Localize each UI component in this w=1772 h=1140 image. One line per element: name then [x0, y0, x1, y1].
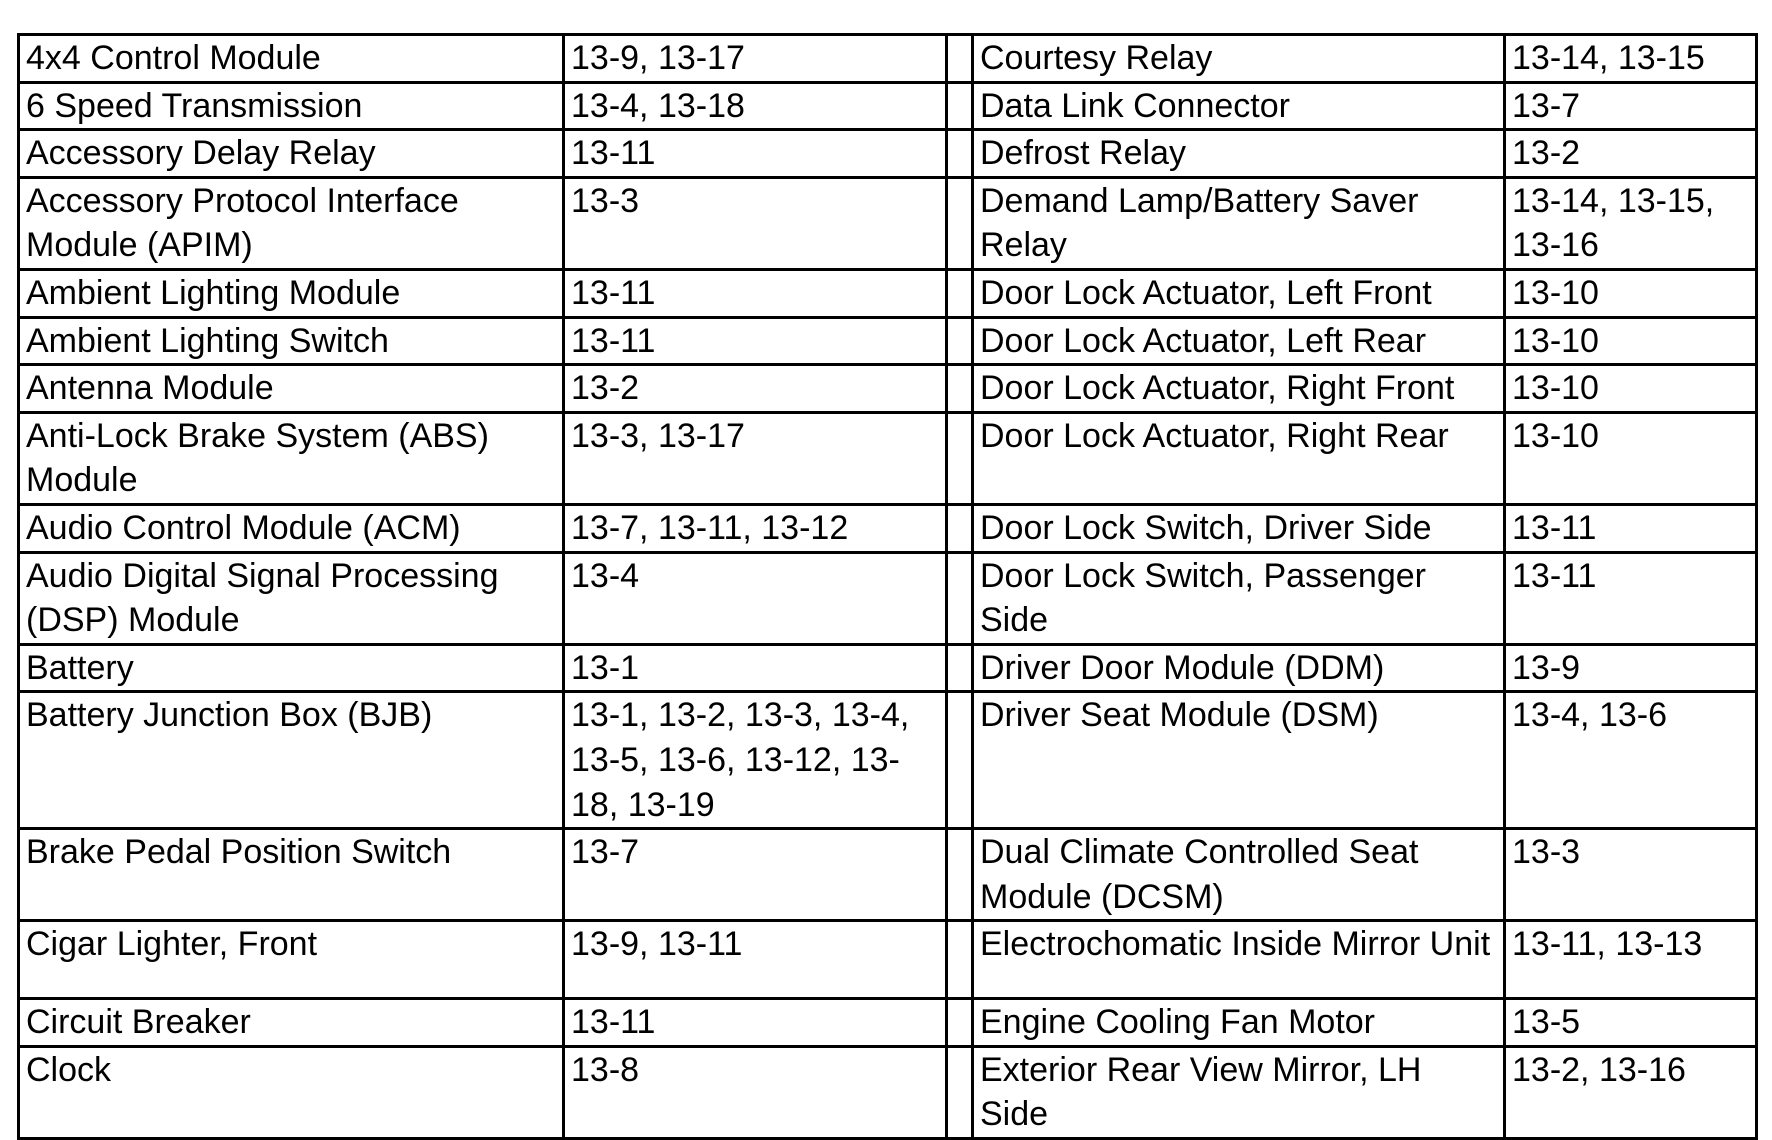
- column-gap: [947, 130, 973, 178]
- component-name-cell: [19, 269, 564, 317]
- component-name: Electrochomatic Inside Mirror Unit: [980, 925, 1491, 964]
- column-gap: [947, 412, 973, 504]
- component-name-cell: [973, 35, 1505, 83]
- page-refs-cell: [1505, 644, 1757, 692]
- page-refs-cell: [1505, 921, 1757, 999]
- table-row: [19, 82, 1757, 130]
- page-refs-cell: [1505, 829, 1757, 921]
- page-refs-cell: [564, 692, 947, 829]
- component-name-cell: [973, 412, 1505, 504]
- component-name-cell: [973, 504, 1505, 552]
- page-refs: 13-2: [1512, 134, 1581, 173]
- component-name: Door Lock Actuator, Left Front: [980, 273, 1432, 312]
- component-name: Brake Pedal Position Switch: [26, 833, 452, 872]
- page-refs: 13-5: [1512, 1003, 1581, 1042]
- component-name: Dual Climate Controlled Seat Module (DCSM): [980, 833, 1419, 916]
- page-refs: 13-3: [1512, 833, 1581, 872]
- column-gap: [947, 365, 973, 413]
- component-name-cell: [19, 692, 564, 829]
- page-refs: 13-10: [1512, 321, 1599, 360]
- component-name-cell: [973, 999, 1505, 1047]
- page-refs: 13-7: [571, 833, 640, 872]
- component-name: Accessory Protocol Interface Module (APIM): [26, 181, 459, 265]
- table-row: [19, 999, 1757, 1047]
- component-name-cell: [973, 692, 1505, 829]
- component-name-cell: [973, 317, 1505, 365]
- component-name-cell: [973, 1046, 1505, 1138]
- page-refs-cell: [1505, 82, 1757, 130]
- component-name-cell: [973, 921, 1505, 999]
- page-refs: 13-8: [571, 1050, 640, 1089]
- table-row: [19, 177, 1757, 269]
- page-refs: 13-14, 13-15: [1512, 39, 1705, 77]
- component-name: Door Lock Actuator, Left Rear: [980, 321, 1427, 360]
- component-name: Cigar Lighter, Front: [26, 925, 318, 964]
- page-refs: 13-4: [571, 556, 640, 595]
- component-name: Battery: [26, 648, 134, 687]
- column-gap: [947, 999, 973, 1047]
- table-row: [19, 921, 1757, 999]
- component-name: Data Link Connector: [980, 86, 1290, 125]
- component-name: Driver Door Module (DDM): [980, 648, 1385, 687]
- column-gap: [947, 552, 973, 644]
- component-name-cell: [973, 552, 1505, 644]
- component-name: Clock: [26, 1050, 112, 1089]
- component-name-cell: [973, 365, 1505, 413]
- page-refs: 13-9, 13-11: [571, 925, 743, 964]
- page-refs: 13-2, 13-16: [1512, 1050, 1686, 1089]
- page-refs-cell: [1505, 177, 1757, 269]
- page-refs-cell: [1505, 999, 1757, 1047]
- page-refs-cell: [564, 35, 947, 83]
- page-refs-cell: [564, 552, 947, 644]
- column-gap: [947, 644, 973, 692]
- table-row: [19, 317, 1757, 365]
- page-refs-cell: [1505, 1046, 1757, 1138]
- component-name-cell: [19, 365, 564, 413]
- page-refs-cell: [1505, 412, 1757, 504]
- page-refs-cell: [1505, 317, 1757, 365]
- table-row: [19, 552, 1757, 644]
- component-name-cell: [19, 317, 564, 365]
- page-refs: 13-4, 13-18: [571, 86, 745, 125]
- component-name-cell: [973, 130, 1505, 178]
- component-name: Ambient Lighting Switch: [26, 321, 389, 360]
- component-name: 4x4 Control Module: [26, 39, 321, 77]
- page-refs-cell: [564, 644, 947, 692]
- page-refs-cell: [564, 269, 947, 317]
- index-body: [19, 35, 1757, 1139]
- component-name-cell: [19, 1046, 564, 1138]
- component-name: Defrost Relay: [980, 134, 1186, 173]
- component-name: Anti-Lock Brake System (ABS) Module: [26, 416, 489, 500]
- page-refs-cell: [1505, 365, 1757, 413]
- component-name-cell: [19, 921, 564, 999]
- component-name: Battery Junction Box (BJB): [26, 696, 433, 735]
- page-refs: 13-10: [1512, 369, 1599, 408]
- column-gap: [947, 82, 973, 130]
- page-refs-cell: [564, 412, 947, 504]
- page-refs-cell: [1505, 130, 1757, 178]
- component-name: Antenna Module: [26, 369, 274, 408]
- page-refs: 13-11: [1512, 508, 1597, 547]
- component-name-cell: [973, 829, 1505, 921]
- column-gap: [947, 1046, 973, 1138]
- page-refs-cell: [564, 177, 947, 269]
- column-gap: [947, 35, 973, 83]
- page-refs-cell: [1505, 504, 1757, 552]
- page-refs-cell: [564, 829, 947, 921]
- component-name-cell: [973, 177, 1505, 269]
- table-row: [19, 35, 1757, 83]
- table-row: [19, 504, 1757, 552]
- component-name-cell: [973, 82, 1505, 130]
- column-gap: [947, 692, 973, 829]
- component-name-cell: [19, 999, 564, 1047]
- component-name: Demand Lamp/Battery Saver Relay: [980, 181, 1419, 265]
- component-name: Circuit Breaker: [26, 1003, 251, 1042]
- page-refs: 13-11: [571, 1003, 656, 1042]
- component-name-cell: [973, 644, 1505, 692]
- page-refs: 13-2: [571, 369, 640, 408]
- page-refs: 13-7, 13-11, 13-12: [571, 508, 849, 547]
- page-refs-cell: [564, 82, 947, 130]
- table-row: [19, 1046, 1757, 1138]
- page-refs-cell: [564, 365, 947, 413]
- component-name-cell: [973, 269, 1505, 317]
- page-refs: 13-10: [1512, 273, 1599, 312]
- page-refs: 13-3: [571, 181, 640, 220]
- page-refs-cell: [564, 130, 947, 178]
- column-gap: [947, 504, 973, 552]
- column-gap: [947, 269, 973, 317]
- column-gap: [947, 829, 973, 921]
- page-refs-cell: [564, 504, 947, 552]
- page-refs: 13-3, 13-17: [571, 416, 745, 455]
- component-name-cell: [19, 35, 564, 83]
- component-index-table: [17, 33, 1758, 1140]
- table-row: [19, 412, 1757, 504]
- page-refs-cell: [1505, 552, 1757, 644]
- component-name: Ambient Lighting Module: [26, 273, 401, 312]
- page-refs-cell: [1505, 692, 1757, 829]
- component-name-cell: [19, 644, 564, 692]
- component-name: Exterior Rear View Mirror, LH Side: [980, 1050, 1422, 1134]
- table-row: [19, 365, 1757, 413]
- page-refs: 13-11: [571, 134, 656, 173]
- component-name-cell: [19, 130, 564, 178]
- component-name: Door Lock Switch, Driver Side: [980, 508, 1432, 547]
- page-refs: 13-9, 13-17: [571, 39, 745, 77]
- page-refs: 13-4, 13-6: [1512, 696, 1667, 735]
- page-refs-cell: [564, 999, 947, 1047]
- page-refs-cell: [1505, 269, 1757, 317]
- page-refs: 13-1: [571, 648, 640, 687]
- component-name-cell: [19, 504, 564, 552]
- page-refs: 13-11: [571, 321, 656, 360]
- component-name: 6 Speed Transmission: [26, 86, 363, 125]
- component-name: Courtesy Relay: [980, 39, 1213, 77]
- component-name-cell: [19, 177, 564, 269]
- table-row: [19, 644, 1757, 692]
- column-gap: [947, 921, 973, 999]
- component-name: Audio Digital Signal Processing (DSP) Module: [26, 556, 499, 640]
- page-refs: 13-9: [1512, 648, 1581, 687]
- page-refs: 13-7: [1512, 86, 1581, 125]
- table-row: [19, 829, 1757, 921]
- page-refs-cell: [564, 921, 947, 999]
- component-name-cell: [19, 552, 564, 644]
- page-refs-cell: [1505, 35, 1757, 83]
- column-gap: [947, 177, 973, 269]
- page-refs: 13-14, 13-15, 13-16: [1512, 181, 1715, 265]
- page-refs-cell: [564, 1046, 947, 1138]
- page-refs: 13-10: [1512, 416, 1599, 455]
- table-row: [19, 269, 1757, 317]
- component-name-cell: [19, 829, 564, 921]
- page-refs: 13-1, 13-2, 13-3, 13-4, 13-5, 13-6, 13-12, 13-18, 13-19: [571, 696, 910, 824]
- component-name: Engine Cooling Fan Motor: [980, 1003, 1376, 1042]
- column-gap: [947, 317, 973, 365]
- page-refs-cell: [564, 317, 947, 365]
- component-name: Accessory Delay Relay: [26, 134, 376, 173]
- component-name: Door Lock Switch, Passenger Side: [980, 556, 1426, 640]
- component-name: Driver Seat Module (DSM): [980, 696, 1379, 735]
- table-row: [19, 692, 1757, 829]
- component-name-cell: [19, 82, 564, 130]
- component-name: Door Lock Actuator, Right Rear: [980, 416, 1449, 455]
- page-refs: 13-11: [1512, 556, 1597, 595]
- component-name: Audio Control Module (ACM): [26, 508, 461, 547]
- page-refs: 13-11, 13-13: [1512, 925, 1703, 964]
- component-name: Door Lock Actuator, Right Front: [980, 369, 1455, 408]
- table-row: [19, 130, 1757, 178]
- component-name-cell: [19, 412, 564, 504]
- page-refs: 13-11: [571, 273, 656, 312]
